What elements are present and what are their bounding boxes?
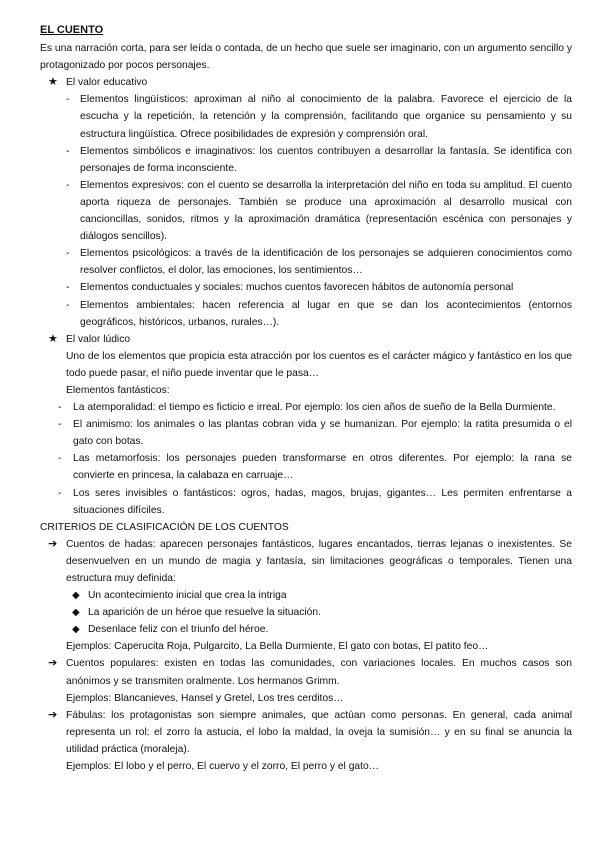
dash-bullet-icon: - — [66, 248, 70, 260]
ludico-subheading: Elementos fantásticos: — [66, 384, 170, 396]
arrow-bullet-icon: ➔ — [48, 657, 58, 670]
list-item: - Elementos ambientales: hacen referencia al lugar en que se dan los acontecimientos (entornos geográficos, históricos, urbanos, rurales…). — [40, 297, 572, 331]
ludico-list — [40, 399, 572, 519]
dash-bullet-icon: - — [66, 299, 70, 311]
document-title: EL CUENTO — [40, 24, 104, 36]
list-item: - Los seres invisibles o fantásticos: ogros, hadas, magos, brujas, gigantes… Les permiten enfrentarse a situaciones difíciles. — [40, 485, 572, 519]
dash-bullet-icon: - — [66, 179, 70, 191]
section-heading: El valor lúdico — [66, 333, 131, 345]
dash-bullet-icon: - — [66, 282, 70, 294]
list-item: - El animismo: los animales o las plantas cobran vida y se humanizan. Por ejemplo: la ratita presumida o el gato con botas. — [40, 416, 572, 450]
educativo-list — [40, 91, 572, 330]
list-item: - Elementos lingüísticos: aproximan al niño al conocimiento de la palabra. Favorece el ejercicio de la escucha y la repetición, la retención y la comprensión, facilitando que organice su pensamiento y su estructura lingüística. Ofrece posibilidades de expresión y comprensión oral. — [40, 91, 572, 142]
list-item: ◆ Desenlace feliz con el triunfo del héroe. — [40, 621, 572, 638]
list-item: - Elementos expresivos: con el cuento se desarrolla la interpretación del niño en toda su amplitud. El cuento aporta riqueza de personajes. También se produce una aproximación al desarrollo musical con cancioncillas, sonidos, ritmos y la aproximación dramática (representación escénica con personajes y diálogos sencillos). — [40, 177, 572, 245]
cuentos-de-hadas: ➔ Cuentos de hadas: aparecen personajes fantásticos, lugares encantados, tierras lejanas o inexistentes. Se desenvuelven en un mundo de magia y fantasía, sin limitaciones geográficas o temporales. Tienen una estructura muy definida: — [48, 537, 572, 584]
diamond-bullet-icon: ◆ — [72, 624, 80, 636]
list-item: ◆ Un acontecimiento inicial que crea la intriga — [40, 587, 572, 604]
list-item: - Elementos simbólicos e imaginativos: los cuentos contribuyen a desarrollar la fantasía. Se identifica con personajes de forma inconsciente. — [40, 143, 572, 177]
list-item: - Las metamorfosis: los personajes pueden transformarse en otros diferentes. Por ejemplo: la rana se convierte en princesa, la calabaza en carruaje… — [40, 450, 572, 484]
fabulas: ➔ Fábulas: los protagonistas son siempre animales, que actúan como personas. En general, cada animal representa un rol: el zorro la astucia, el lobo la maldad, la oveja la sumisión… y en su final se anuncia la utilidad práctica (moraleja). — [48, 708, 572, 755]
dash-bullet-icon: - — [58, 419, 62, 431]
dash-bullet-icon: - — [66, 145, 70, 157]
hadas-structure-list — [40, 587, 572, 638]
dash-bullet-icon: - — [58, 453, 62, 465]
list-item: - Elementos psicológicos: a través de la identificación de los personajes se adquieren conocimientos como resolver conflictos, el dolor, las emociones, los sentimientos… — [40, 245, 572, 279]
arrow-bullet-icon: ➔ — [48, 537, 58, 550]
list-item: - Elementos conductuales y sociales: muchos cuentos favorecen hábitos de autonomía personal — [40, 279, 572, 296]
fabulas-examples: Ejemplos: El lobo y el perro, El cuervo y el zorro, El perro y el gato… — [66, 761, 380, 773]
section-heading: El valor educativo — [66, 77, 148, 89]
star-bullet-icon: ★ — [48, 332, 58, 345]
dash-bullet-icon: - — [66, 94, 70, 106]
hadas-examples: Ejemplos: Caperucita Roja, Pulgarcito, La Bella Durmiente, El gato con botas, El patito feo… — [66, 641, 489, 653]
list-item: ◆ La aparición de un héroe que resuelve la situación. — [40, 604, 572, 621]
populares-examples: Ejemplos: Blancanieves, Hansel y Gretel, Los tres cerditos… — [66, 692, 344, 704]
star-bullet-icon: ★ — [48, 76, 58, 89]
arrow-bullet-icon: ➔ — [48, 708, 58, 721]
dash-bullet-icon: - — [58, 487, 62, 499]
diamond-bullet-icon: ◆ — [72, 607, 80, 619]
criterios-heading: CRITERIOS DE CLASIFICACIÓN DE LOS CUENTOS — [40, 521, 289, 533]
dash-bullet-icon: - — [58, 402, 62, 414]
section-valor-educativo — [40, 74, 572, 91]
diamond-bullet-icon: ◆ — [72, 590, 80, 602]
cuentos-populares: ➔ Cuentos populares: existen en todas las comunidades, con variaciones locales. En muchos casos son anónimos y se transmiten oralmente. Los hermanos Grimm. — [48, 657, 572, 687]
ludico-paragraph: Uno de los elementos que propicia esta atracción por los cuentos es el carácter mágico y fantástico en los que todo puede pasar, el niño puede inventar que le pasa… — [66, 350, 572, 379]
section-valor-ludico — [40, 331, 572, 348]
intro-paragraph: Es una narración corta, para ser leída o contada, de un hecho que suele ser imaginario, con un argumento sencillo y protagonizado por pocos personajes. — [40, 43, 572, 72]
list-item: - La atemporalidad: el tiempo es ficticio e irreal. Por ejemplo: los cien años de sueño de la Bella Durmiente. — [40, 399, 572, 416]
